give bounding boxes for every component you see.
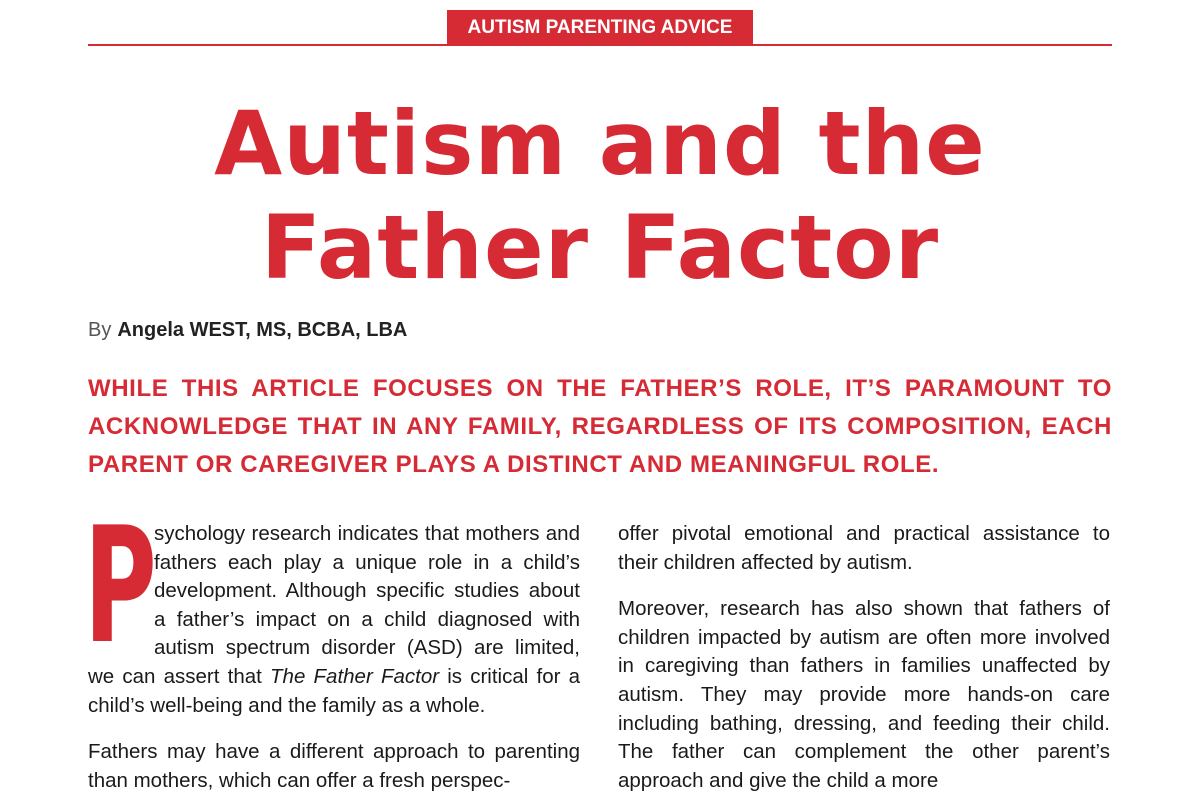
drop-cap: P [84, 492, 157, 679]
body-paragraph [84, 492, 581, 720]
headline-line-1: Autism and the [214, 92, 986, 195]
body-paragraph: Moreover, research has also shown that fathers of children impacted by autism are often more involved in caregiving than fathers in families unaffected by autism. They may provide more hands-on care including bathing, dressing, and feeding their child. The father can complement the other parent’s approach and give the child a more [618, 597, 1110, 792]
byline [88, 316, 407, 344]
article-deck: WHILE THIS ARTICLE FOCUSES ON THE FATHER’S ROLE, IT’S PARAMOUNT TO ACKNOWLEDGE THAT IN ANY FAMILY, REGARDLESS OF ITS COMPOSITION, EACH PARENT OR CAREGIVER PLAYS A DISTINCT AND MEANINGFUL ROLE. [88, 375, 1112, 478]
section-tag: AUTISM PARENTING ADVICE [447, 10, 753, 46]
body-paragraph: offer pivotal emotional and practical assistance to their children affected by autism. [618, 522, 1110, 574]
byline-author: Angela WEST, MS, BCBA, LBA [117, 319, 408, 341]
byline-prefix: By [88, 319, 112, 341]
headline-line-2: Father Factor [260, 196, 940, 299]
body-paragraph: Fathers may have a different approach to parenting than mothers, which can offer a fresh perspec- [88, 740, 580, 792]
body-column-right [618, 520, 1110, 800]
italic-title: The Father Factor [270, 664, 440, 688]
article-headline [60, 92, 1140, 300]
body-column-left [84, 492, 581, 800]
paragraph-text: sychology research indicates that mothers and fathers each play a unique role in a child’s development. Although specific studies about a father’s impact on a child diagnosed with autism spectrum disorder (ASD) are limited, we can assert that [88, 522, 580, 688]
paragraph-text: is critical for a child’s well-being and the family as a whole. [88, 664, 581, 717]
